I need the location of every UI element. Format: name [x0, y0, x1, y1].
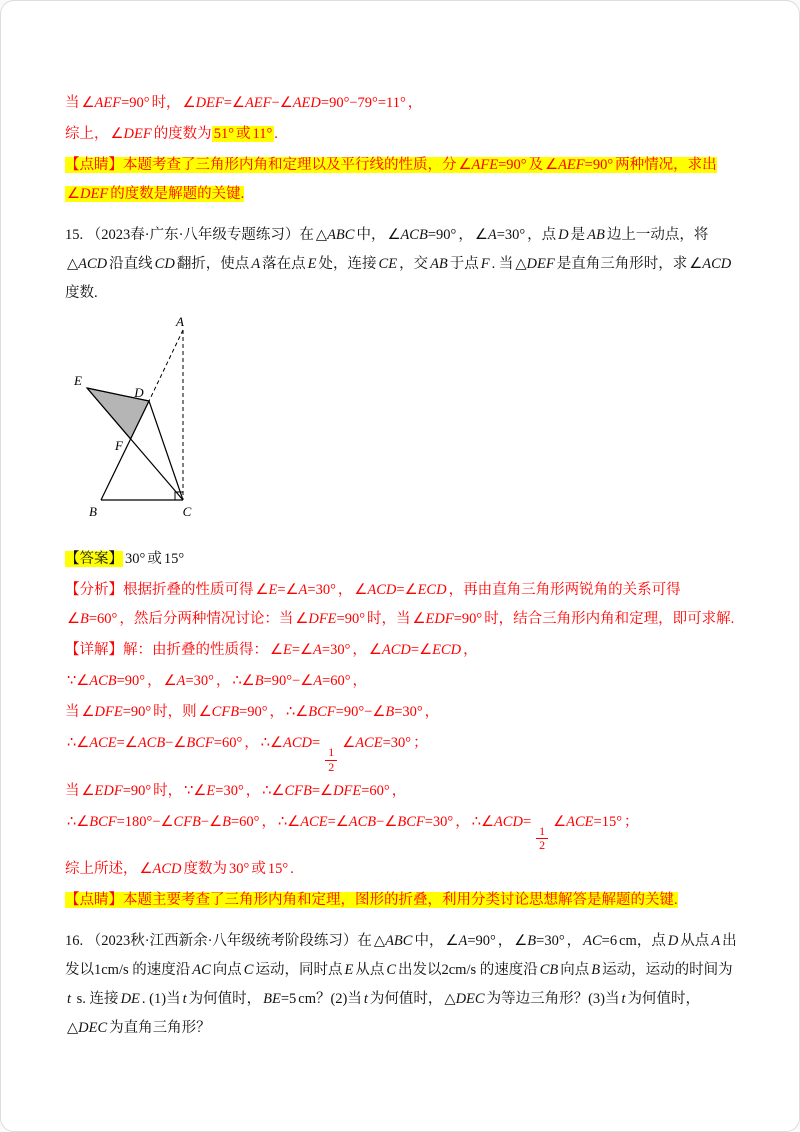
text-segment: 是直角三角形时，求: [556, 256, 688, 272]
line-AD-dashed: [149, 330, 183, 401]
math-segment: ∴∠B=90°−∠A=60°: [232, 673, 351, 689]
text-segment: ；: [624, 813, 639, 830]
text-segment: 翻折，使点: [176, 256, 250, 272]
math-segment: t: [363, 991, 368, 1008]
math-segment: △DEC: [67, 1020, 108, 1037]
math-segment: ∠AEF=90°: [81, 95, 150, 111]
text-segment: 度数为: [183, 861, 227, 878]
math-segment: ∴∠CFB=∠DFE=60°: [262, 782, 390, 799]
math-segment: ∴∠ACD=: [260, 735, 321, 751]
math-segment: △DEC: [444, 991, 485, 1008]
text-segment: ，点: [527, 227, 557, 243]
math-segment: DE: [120, 991, 140, 1008]
text-segment: 或: [251, 861, 266, 878]
text-segment: . 当: [491, 256, 514, 272]
analysis-paragraph: [65, 576, 737, 634]
math-segment: ∠ACD: [139, 861, 182, 878]
math-segment: t: [621, 991, 626, 1008]
math-segment: F: [480, 256, 490, 272]
text-segment: 综上所述，: [65, 861, 138, 878]
solution-step-2: [65, 698, 737, 727]
text-segment: ，: [463, 642, 478, 658]
math-segment: ∠A=30°: [163, 673, 214, 689]
math-segment: ∠ACD=∠ECD: [368, 642, 462, 658]
math-segment: t: [67, 991, 72, 1008]
text-segment: . (1)当: [141, 991, 181, 1008]
math-segment: 15°: [267, 861, 289, 878]
key-point-note-1: [65, 151, 737, 209]
label-A: A: [176, 314, 184, 329]
text-segment: 落在点: [262, 256, 306, 272]
text-segment: 的度数是解题的关键.: [110, 186, 245, 202]
text-segment: 出发以2cm/s 的速度沿: [398, 962, 538, 979]
math-segment: ∠E=∠A=30°: [255, 582, 336, 598]
text-segment: 【答案】: [65, 551, 123, 567]
math-segment: ∠AEF=90°: [545, 157, 614, 173]
math-segment: A: [251, 256, 261, 272]
text-segment: cm？(2)当: [298, 991, 362, 1008]
text-segment: 及: [528, 157, 544, 173]
math-segment: ∴∠ACE=∠ACB−∠BCF=30°: [277, 813, 454, 830]
text-segment: ，: [244, 735, 259, 751]
math-segment: ∠A=90°: [445, 933, 496, 950]
math-segment: ∠EDF=90°: [412, 611, 483, 627]
text-segment: 中，: [356, 227, 386, 243]
solution-step-1: [65, 667, 737, 696]
math-segment: ∠E=∠A=30°: [270, 642, 351, 658]
math-segment: ∠B=60°: [67, 611, 118, 627]
text-segment: .: [274, 126, 278, 142]
math-segment: ∠DEF=∠AEF−∠AED=90°−79°=11°: [182, 95, 406, 111]
math-segment: ∠DEF: [110, 126, 152, 142]
math-segment: ∴∠BCF=180°−∠CFB−∠B=60°: [67, 813, 260, 830]
text-segment: ，: [391, 782, 407, 799]
solution-conclusion-line-1: [65, 120, 737, 149]
text-segment: 时，当: [367, 611, 411, 627]
math-segment: CE: [378, 256, 398, 272]
math-segment: ∠AFE=90°: [458, 157, 527, 173]
solution-step-3: [65, 729, 737, 775]
text-segment: 为直角三角形？: [109, 1020, 211, 1037]
text-segment: 【分析】根据折叠的性质可得: [65, 582, 254, 598]
text-segment: 运动，运动的时间为: [602, 962, 733, 979]
text-segment: ，: [147, 673, 162, 689]
text-segment: 是: [570, 227, 586, 243]
math-segment: ∠ACD=∠ECD: [354, 582, 447, 598]
math-segment: △DEF: [515, 256, 555, 272]
solution-section-top: [65, 89, 737, 308]
math-segment: C: [386, 962, 396, 979]
math-segment: 15°: [163, 551, 185, 567]
solution-step-4: [65, 777, 737, 806]
problem-16: [65, 927, 737, 1043]
key-point-note-2: [65, 886, 737, 915]
math-segment: AB: [587, 227, 605, 243]
text-segment: ，再由直角三角形两锐角的关系可得: [448, 582, 681, 598]
text-segment: 15. （2023春·广东·八年级专题练习）在: [65, 227, 314, 243]
line-CD: [149, 401, 183, 500]
math-segment: AC: [192, 962, 211, 979]
math-segment: ∵∠ACB=90°: [67, 673, 146, 689]
text-segment: 度数.: [65, 285, 98, 301]
text-segment: ，: [245, 782, 261, 799]
text-segment: 为何值时，: [369, 991, 443, 1008]
math-segment: ∵∠E=30°: [184, 782, 244, 799]
fraction: $\frac{1}{2}$: [536, 825, 548, 854]
math-segment: ∴∠ACD=: [471, 813, 532, 830]
text-segment: 从点: [355, 962, 385, 979]
math-segment: △ABC: [315, 227, 355, 243]
math-segment: D: [667, 933, 679, 950]
math-segment: ∠DEF: [67, 186, 109, 202]
problem-15: [65, 221, 737, 308]
math-segment: ∠ACD: [689, 256, 732, 272]
text-segment: 为等边三角形？(3)当: [486, 991, 620, 1008]
text-segment: ，: [261, 813, 276, 830]
text-segment: 于点: [449, 256, 479, 272]
math-segment: ∠CFB=90°: [198, 704, 268, 720]
text-segment: 综上，: [65, 126, 109, 142]
text-segment: 中，: [414, 933, 444, 950]
math-segment: △ACD: [67, 256, 108, 272]
text-segment: 16. （2023秋·江西新余·八年级统考阶段练习）在: [65, 933, 372, 950]
text-segment: 【点睛】本题主要考查了三角形内角和定理，图形的折叠，利用分类讨论思想解答是解题的关键.: [65, 892, 678, 909]
label-F: F: [115, 438, 123, 453]
text-segment: 出发以1cm/s 的速度沿: [65, 933, 737, 979]
math-segment: A: [711, 933, 721, 950]
text-segment: ，交: [399, 256, 429, 272]
math-segment: ∠ACE=30°: [342, 735, 412, 751]
text-segment: ，: [424, 704, 440, 720]
text-segment: ，: [337, 582, 353, 598]
detailed-solution-intro: [65, 636, 737, 665]
label-D: D: [134, 385, 144, 400]
math-segment: ∠DFE=90°: [81, 704, 152, 720]
text-segment: .: [290, 861, 294, 878]
text-segment: 从点: [680, 933, 710, 950]
answer-line: [65, 545, 737, 574]
math-segment: ∠DFE=90°: [295, 611, 366, 627]
text-segment: 当: [65, 95, 80, 111]
solution-conclusion-line-2: [65, 855, 737, 884]
text-segment: cm，点: [619, 933, 666, 950]
text-segment: 边上一动点，将: [606, 227, 709, 243]
text-segment: ；: [413, 735, 428, 751]
math-segment: CB: [539, 962, 559, 979]
text-segment: 当: [65, 782, 80, 799]
solution-line-1: [65, 89, 737, 118]
text-segment: 运动，同时点: [255, 962, 343, 979]
text-segment: 为何值时，: [627, 991, 701, 1008]
figure-container: [71, 314, 737, 535]
math-segment: E: [344, 962, 354, 979]
text-segment: ，: [566, 933, 582, 950]
math-segment: ∠ACB=90°: [387, 227, 457, 243]
math-segment: t: [182, 991, 187, 1008]
text-segment: 沿直线: [109, 256, 153, 272]
text-segment: s. 连接: [73, 991, 119, 1008]
text-segment: 当: [65, 704, 80, 720]
math-segment: 51°: [213, 126, 234, 142]
text-segment: 时，: [151, 95, 181, 111]
text-segment: 两种情况，求出: [615, 157, 717, 173]
text-segment: ，: [497, 933, 513, 950]
label-E: E: [74, 373, 82, 388]
text-segment: 向点: [212, 962, 242, 979]
text-segment: 【详解】解：由折叠的性质得：: [65, 642, 268, 658]
text-segment: 或: [147, 551, 162, 567]
text-segment: 时，则: [153, 704, 197, 720]
text-segment: 或: [236, 126, 251, 142]
math-segment: ∴∠ACE=∠ACB−∠BCF=60°: [67, 735, 243, 751]
math-segment: 30°: [125, 551, 146, 567]
text-segment: ，: [458, 227, 473, 243]
text-segment: 时，结合三角形内角和定理，即可求解.: [484, 611, 735, 627]
text-segment: ，然后分两种情况讨论：当: [119, 611, 294, 627]
math-segment: △ABC: [373, 933, 413, 950]
math-segment: 30°: [229, 861, 250, 878]
math-segment: ∠A=30°: [474, 227, 526, 243]
text-segment: ，: [352, 673, 368, 689]
math-segment: C: [243, 962, 254, 979]
text-segment: ，: [407, 95, 423, 111]
math-segment: ∠B=30°: [514, 933, 565, 950]
math-segment: CD: [154, 256, 175, 272]
label-C: C: [182, 504, 192, 519]
text-segment: ，: [455, 813, 470, 830]
text-segment: ，: [215, 673, 231, 689]
text-segment: 时，: [153, 782, 183, 799]
math-segment: E: [307, 256, 317, 272]
math-segment: AB: [430, 256, 448, 272]
solution-step-5: [65, 808, 737, 854]
math-segment: BE=5: [263, 991, 297, 1008]
math-segment: 11°: [252, 126, 273, 142]
text-segment: ，: [352, 642, 367, 658]
text-segment: 为何值时，: [188, 991, 262, 1008]
fraction: $\frac{1}{2}$: [325, 746, 337, 775]
math-segment: ∠EDF=90°: [81, 782, 152, 799]
math-segment: B: [591, 962, 601, 979]
math-segment: ∠ACE=15°: [553, 813, 623, 830]
text-segment: 向点: [560, 962, 590, 979]
text-segment: ，: [269, 704, 285, 720]
math-segment: D: [558, 227, 569, 243]
math-segment: AC=6: [583, 933, 618, 950]
text-segment: 处，连接: [318, 256, 377, 272]
math-segment: ∴∠BCF=90°−∠B=30°: [286, 704, 423, 720]
solution-section-bottom: [65, 545, 737, 1043]
text-segment: 的度数为: [153, 126, 212, 142]
text-segment: 【点睛】本题考查了三角形内角和定理以及平行线的性质，分: [65, 157, 457, 173]
label-B: B: [89, 504, 97, 519]
geometry-figure: [71, 314, 223, 524]
